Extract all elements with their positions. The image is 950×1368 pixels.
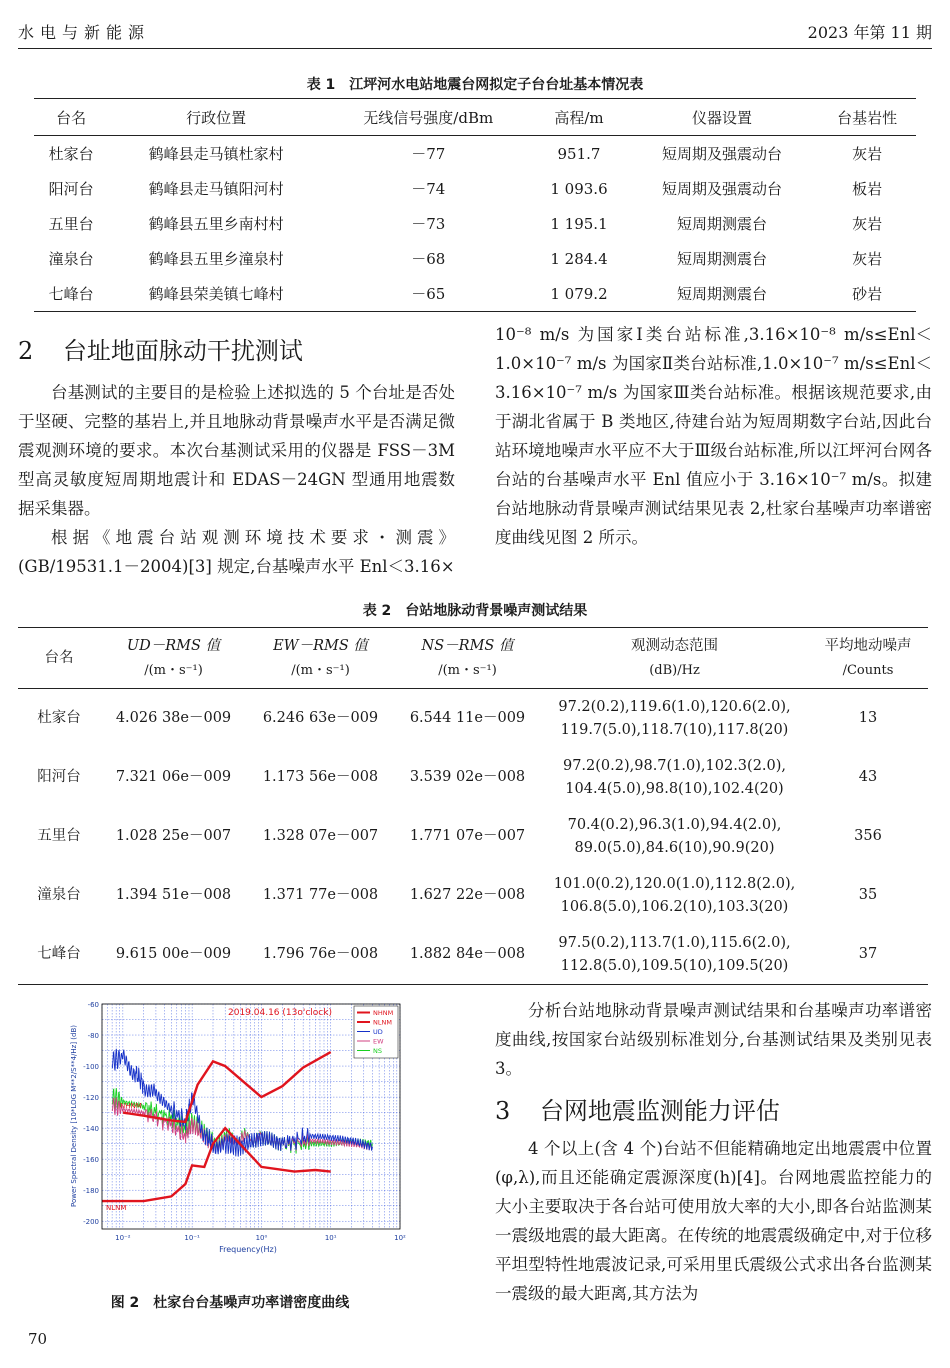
- nhnm-inline-label: NHNM: [120, 1102, 142, 1110]
- t2-range-line1: 97.2(0.2),98.7(1.0),102.3(2.0),: [562, 757, 787, 774]
- table1-caption: 表 1 江坪河水电站地震台网拟定子台台址基本情况表: [306, 77, 644, 93]
- t1-header-cell: 仪器设置: [626, 99, 818, 136]
- t1-cell: －65: [324, 276, 532, 312]
- t1-cell: 砂岩: [818, 276, 916, 312]
- t2-range-line1: 70.4(0.2),96.3(1.0),94.4(2.0),: [567, 816, 782, 833]
- t2-header-range-label: 观测动态范围: [631, 637, 718, 654]
- t2-cell-range: [541, 748, 808, 807]
- t2-row: [18, 748, 928, 807]
- t2-cell-ew: 1.371 77e－008: [262, 887, 379, 903]
- t1-cell: 1 284.4: [550, 249, 608, 268]
- header-rule: [18, 48, 932, 49]
- analysis-paragraph: 分析台站地脉动背景噪声测试结果和台基噪声功率谱密度曲线,按国家台站级别标准划分,台基测试结果及类别见表 3。: [495, 1001, 932, 1078]
- t2-cell-ud: 7.321 06e－009: [115, 769, 232, 785]
- left-column-text: [18, 378, 455, 581]
- t1-cell: 鹤峰县五里乡潼泉村: [148, 250, 284, 268]
- t2-cell-ns: 6.544 11e－009: [409, 710, 526, 726]
- t2-range-line2: 112.8(5.0),109.5(10),109.5(20): [560, 957, 789, 974]
- table1: [34, 98, 916, 312]
- t1-cell: 杜家台: [48, 145, 94, 163]
- t1-cell: 1 195.1: [550, 214, 608, 233]
- t1-header-cell: 无线信号强度/dBm: [324, 99, 532, 136]
- section2-number: 2: [18, 337, 34, 365]
- t2-cell-name: 五里台: [37, 828, 81, 844]
- t2-cell-range: [541, 925, 808, 985]
- legend-label: NLNM: [373, 1018, 392, 1027]
- t1-header-cell: 台基岩性: [818, 99, 916, 136]
- t2-header-range: [541, 628, 808, 689]
- nlnm-inline-label: NLNM: [106, 1204, 127, 1212]
- x-tick-label: 10⁻¹: [184, 1234, 200, 1242]
- t2-header-ns-label: NS－RMS 值: [421, 637, 514, 654]
- section2-paragraph-3: 10⁻⁸ m/s 为国家Ⅰ类台站标准,3.16×10⁻⁸ m/s≤Enl＜1.0×10⁻⁷ m/s 为国家Ⅱ类台站标准,1.0×10⁻⁷ m/s≤Enl＜3.16×10⁻⁷ m/s 为国家Ⅲ类台站标准。根据该规范要求,由于湖北省属于 B 类地区,待建台站为短周期数字台站,因此台站环境地噪声水平应不大于Ⅲ级台站标准,所以江坪河台网各台站的台基噪声水平 Enl 值应小于 3.16×10⁻⁷ m/s。拟建台站地脉动背景噪声测试结果见表 2,杜家台基噪声功率谱密度曲线见图 2 所示。: [495, 325, 932, 547]
- t1-cell: 短周期及强震动台: [661, 180, 782, 198]
- y-tick-label: -120: [83, 1094, 99, 1103]
- legend-label: NS: [373, 1047, 382, 1055]
- x-axis-label: Frequency(Hz): [219, 1245, 277, 1254]
- t2-header-ew-unit: /(m・s⁻¹): [291, 662, 350, 678]
- t2-cell-ew: 6.246 63e－009: [262, 710, 379, 726]
- t2-header-range-unit: (dB)/Hz: [649, 662, 700, 678]
- y-tick-label: -160: [83, 1156, 99, 1165]
- t1-row: [34, 206, 916, 241]
- figure2-caption: 图 2 杜家台台基噪声功率谱密度曲线: [110, 1295, 350, 1311]
- t2-cell-ns: 3.539 02e－008: [409, 769, 526, 785]
- t2-range-line1: 97.5(0.2),113.7(1.0),115.6(2.0),: [558, 934, 791, 951]
- t2-header-noise-label: 平均地动噪声: [824, 637, 912, 654]
- t2-cell-range: [541, 689, 808, 749]
- legend-label: UD: [373, 1028, 383, 1036]
- y-tick-label: -180: [83, 1187, 99, 1196]
- t2-cell-ew: 1.796 76e－008: [247, 925, 394, 985]
- t2-cell-name: 潼泉台: [37, 887, 81, 903]
- t1-row: [34, 171, 916, 206]
- t2-header-ns: [394, 628, 541, 689]
- t1-cell: 阳河台: [48, 180, 94, 198]
- t1-row: [34, 136, 916, 172]
- t2-row: [18, 866, 928, 925]
- t1-cell: 短周期测震台: [626, 276, 818, 312]
- psd-chart: [40, 996, 420, 1264]
- t2-cell-ew: 1.328 07e－007: [262, 828, 379, 844]
- t2-header-ud: [100, 628, 247, 689]
- t2-row: [18, 807, 928, 866]
- t1-header-cell: 高程/m: [532, 99, 625, 136]
- y-tick-label: -100: [83, 1063, 99, 1072]
- t1-cell: 短周期测震台: [676, 250, 767, 268]
- t2-cell-ns: 1.627 22e－008: [409, 887, 526, 903]
- t2-range-line2: 89.0(5.0),84.6(10),90.9(20): [574, 839, 775, 856]
- t1-cell: 鹤峰县走马镇阳河村: [148, 180, 284, 198]
- t2-cell-ud: 1.028 25e－007: [115, 828, 232, 844]
- t1-cell: 短周期测震台: [676, 215, 767, 233]
- y-tick-label: -200: [83, 1218, 99, 1227]
- t1-cell: 1 093.6: [550, 179, 608, 198]
- t2-cell-noise: 43: [858, 769, 878, 785]
- t2-row: [18, 925, 928, 985]
- legend-label: NHNM: [373, 1009, 394, 1017]
- t1-cell: 灰岩: [852, 250, 883, 268]
- table2-caption: 表 2 台站地脉动背景噪声测试结果: [362, 603, 588, 619]
- section2-paragraph-1: 台基测试的主要目的是检验上述拟选的 5 个台址是否处于坚硬、完整的基岩上,并且地脉动背景噪声水平是否满足微震观测环境的要求。本次台基测试采用的仪器是 FSS－3M 型高灵敏度短周期地震计和 EDAS－24GN 型通用地震数据采集器。: [18, 383, 455, 518]
- t2-header-ud-label: UD－RMS 值: [126, 637, 221, 654]
- t1-cell: 鹤峰县五里乡南村村: [148, 215, 284, 233]
- t2-header-noise-unit: /Counts: [842, 662, 894, 678]
- t2-header-ew-label: EW－RMS 值: [273, 637, 368, 654]
- journal-issue: 2023 年第 11 期: [807, 23, 932, 42]
- chart-title: 2019.04.16 (13o'clock): [228, 1008, 332, 1018]
- t1-cell: 七峰台: [34, 276, 108, 312]
- t1-cell: －68: [411, 250, 446, 268]
- t2-header-noise: [808, 628, 928, 689]
- page-number: 70: [28, 1330, 48, 1348]
- legend-label: EW: [373, 1037, 384, 1046]
- section3-number: 3: [495, 1097, 511, 1125]
- section3-heading: [495, 1091, 780, 1126]
- t2-range-line2: 104.4(5.0),98.8(10),102.4(20): [565, 780, 784, 797]
- t1-cell: 潼泉台: [48, 250, 94, 268]
- t2-cell-ud: 9.615 00e－009: [100, 925, 247, 985]
- figure2: [40, 996, 420, 1264]
- x-tick-label: 10⁻²: [115, 1234, 131, 1242]
- t1-cell: －74: [411, 180, 446, 198]
- t1-header-cell: 行政位置: [108, 99, 324, 136]
- t2-cell-noise: 356: [854, 828, 882, 844]
- right-column-text-top: [495, 320, 932, 552]
- t1-cell: 951.7: [557, 144, 601, 163]
- x-tick-label: 10⁰: [255, 1234, 268, 1242]
- t1-cell: 五里台: [48, 215, 94, 233]
- t2-cell-noise: 13: [858, 710, 878, 726]
- section2-heading: [18, 331, 303, 366]
- t2-cell-range: [541, 807, 808, 866]
- t1-header-cell: 台名: [34, 99, 108, 136]
- t1-cell: －77: [411, 145, 446, 163]
- t1-cell: 短周期及强震动台: [661, 145, 782, 163]
- t2-cell-name: 阳河台: [37, 769, 81, 785]
- x-tick-label: 10¹: [324, 1234, 337, 1242]
- t1-cell: －73: [411, 215, 446, 233]
- section2-paragraph-2: 根据《地震台站观测环境技术要求・测震》(GB/19531.1－2004)[3] 规定,台基噪声水平 Enl＜3.16×: [18, 528, 455, 576]
- t1-cell: 1 079.2: [532, 276, 625, 312]
- x-tick-label: 10²: [394, 1234, 406, 1242]
- t2-cell-name: 杜家台: [37, 710, 81, 726]
- t2-header-ns-unit: /(m・s⁻¹): [438, 662, 497, 678]
- t1-cell: 鹤峰县走马镇杜家村: [148, 145, 284, 163]
- t2-header-ud-unit: /(m・s⁻¹): [144, 662, 203, 678]
- t2-header-name: 台名: [18, 628, 100, 689]
- t2-range-line1: 101.0(0.2),120.0(1.0),112.8(2.0),: [553, 875, 796, 892]
- t1-cell: 鹤峰县荣美镇七峰村: [108, 276, 324, 312]
- section2-title: 台址地面脉动干扰测试: [62, 337, 303, 365]
- t2-cell-noise: 37: [808, 925, 928, 985]
- section3-title: 台网地震监测能力评估: [539, 1097, 780, 1125]
- section3-paragraph: 4 个以上(含 4 个)台站不但能精确地定出地震震中位置(φ,λ),而且还能确定震源深度(h)[4]。台网地震监控能力的大小主要取决于各台站可使用放大率的大小,即各台站监测某一震级地震的最大距离。在传统的地震震级确定中,对于位移平坦型特性地震波记录,可采用里氏震级公式求出各台监测某一震级的最大距离,其方法为: [495, 1139, 932, 1303]
- t2-row: [18, 689, 928, 749]
- chart-legend: [354, 1006, 398, 1058]
- journal-name: 水电与新能源: [18, 23, 151, 42]
- t2-cell-name: 七峰台: [18, 925, 100, 985]
- y-tick-label: -140: [83, 1125, 99, 1134]
- t2-header-ew: [247, 628, 394, 689]
- t1-cell: 灰岩: [852, 215, 883, 233]
- t2-range-line2: 106.8(5.0),106.2(10),103.3(20): [560, 898, 789, 915]
- y-axis-label: Power Spectral Density [10*LOG M**2/S**4/Hz] (dB): [70, 1024, 78, 1208]
- t2-cell-ud: 1.394 51e－008: [115, 887, 232, 903]
- t1-cell: 灰岩: [852, 145, 883, 163]
- t1-row: [34, 276, 916, 312]
- t2-cell-noise: 35: [858, 887, 878, 903]
- t2-cell-ns: 1.882 84e－008: [394, 925, 541, 985]
- t2-range-line2: 119.7(5.0),118.7(10),117.8(20): [560, 721, 789, 738]
- t1-cell: 板岩: [852, 180, 883, 198]
- t2-range-line1: 97.2(0.2),119.6(1.0),120.6(2.0),: [558, 698, 791, 715]
- y-tick-label: -80: [87, 1032, 99, 1041]
- section3-text: [495, 1134, 932, 1308]
- t2-cell-ud: 4.026 38e－009: [115, 710, 232, 726]
- t2-cell-ew: 1.173 56e－008: [262, 769, 379, 785]
- t2-cell-ns: 1.771 07e－007: [409, 828, 526, 844]
- right-column-text-bottom: [495, 996, 932, 1083]
- y-tick-label: -60: [87, 1001, 99, 1009]
- t1-row: [34, 241, 916, 276]
- table2: [18, 627, 928, 985]
- t2-cell-range: [541, 866, 808, 925]
